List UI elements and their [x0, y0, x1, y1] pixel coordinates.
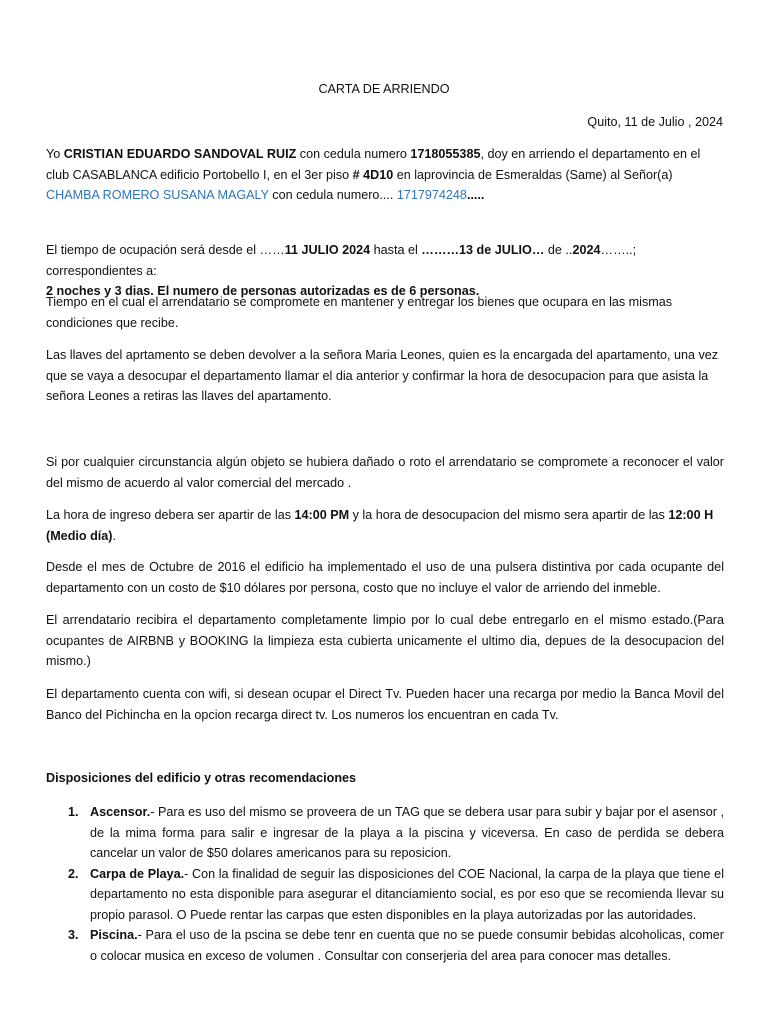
- list-item: [46, 925, 724, 966]
- tenant-cedula: 1717974248: [396, 188, 467, 202]
- schedule-text-2: y la hora de desocupacion del mismo sera apartir de las: [349, 508, 669, 522]
- list-item: [46, 802, 724, 864]
- checkin-time: 14:00 PM: [294, 508, 350, 522]
- intro-text-2: , doy en arriendo el departamento en el club CASABLANCA edificio Portobello I, en el 3er piso: [46, 147, 701, 182]
- apartment-number: # 4D10: [352, 167, 394, 182]
- intro-dots: .....: [466, 188, 485, 202]
- list-item-number: 1.: [68, 805, 79, 819]
- occupancy-text-4: ……..; correspondientes a:: [46, 243, 637, 278]
- list-item-label: Piscina.: [90, 928, 138, 942]
- paragraph-danos: Si por cualquier circunstancia algún objeto se hubiera dañado o roto el arrendatario se compromete a reconocer el valor del mismo de acuerdo al valor comercial del mercado .: [46, 455, 724, 490]
- intro-paragraph: [46, 144, 724, 206]
- document-title: CARTA DE ARRIENDO: [318, 82, 450, 96]
- intro-text-3: en laprovincia de Esmeraldas (Same) al Señor(a): [393, 167, 673, 182]
- list-item-label: Carpa de Playa.: [90, 866, 185, 881]
- paragraph-limpieza: El arrendatario recibira el departamento completamente limpio por lo cual debe entregarlo en el mismo estado.(Para ocupantes de AIRBNB y BOOKING la limpieza esta cubierta unicamente el ultimo dia, depues de la desocupacion del mismo.): [46, 613, 724, 668]
- owner-cedula: 1718055385: [410, 147, 481, 161]
- paragraph-pulsera: Desde el mes de Octubre de 2016 el edificio ha implementado el uso de una pulsera distintiva por cada ocupante del departamento con un costo de $10 dólares por persona, costo que no incluye el valor de arriendo del inmeble.: [46, 560, 724, 595]
- intro-yo: Yo: [46, 147, 64, 161]
- schedule-text-1: La hora de ingreso debera ser apartir de las: [46, 508, 295, 522]
- list-item-text: - Para el uso de la pscina se debe tenr en cuenta que no se puede consumir bebidas alcoholicas, comer o colocar musica en exceso de volumen . Consultar con conserjeria del area para conocer mas detalles.: [90, 928, 724, 963]
- paragraph-wifi: El departamento cuenta con wifi, si desean ocupar el Direct Tv. Pueden hacer una recarga por medio la Banca Movil del Banco del Pichincha en la opcion recarga direct tv. Los numeros los encuentran en cada Tv.: [46, 687, 724, 722]
- paragraph-llaves: Las llaves del aprtamento se deben devolver a la señora Maria Leones, quien es la encargada del apartamento, una vez que se vaya a desocupar el departamento llamar el dia anterior y confirmar la hora de desocupacion para que asista la señora Leones a retiras las llaves del apartamento.: [46, 348, 719, 403]
- disposiciones-list: [46, 802, 724, 966]
- list-item-label: Ascensor.: [90, 805, 151, 819]
- intro-text-1: con cedula numero: [296, 147, 411, 161]
- list-item-text: - Con la finalidad de seguir las disposiciones del COE Nacional, la carpa de la playa que tiene el departamento no esta disponible para asegurar el ditanciamiento social, es por eso que se recomienda llevar su propio parasol. O Puede rentar las carpas que esten disponibles en la playa autorizadas por las autoridades.: [90, 866, 724, 922]
- paragraph-tiempo: Tiempo en el cual el arrendatario se compromete en mantener y entregar los bienes que ocupara en las mismas condiciones que recibe.: [46, 295, 673, 330]
- list-item-number: 3.: [68, 928, 79, 942]
- occupancy-text-3: de ..: [544, 243, 573, 257]
- list-item-number: 2.: [68, 866, 79, 881]
- occupancy-start: 11 JULIO 2024: [284, 243, 371, 257]
- occupancy-text-2: hasta el: [370, 243, 422, 257]
- intro-text-4: con cedula numero....: [268, 188, 397, 202]
- list-item-text: - Para es uso del mismo se proveera de un TAG que se debera usar para subir y bajar por el asensor , de la mima forma para salir e ingresar de la playa a la piscina y viceversa. En caso de perdida se debera cancelar un valor de $50 dolares americanos para su reposicion.: [90, 805, 724, 860]
- occupancy-detail: 2 noches y 3 dias. El numero de personas autorizadas es de 6 personas.: [46, 284, 480, 298]
- list-item: [46, 864, 724, 926]
- occupancy-year: 2024: [572, 243, 601, 257]
- owner-name: CRISTIAN EDUARDO SANDOVAL RUIZ: [63, 147, 297, 161]
- occupancy-text-1: El tiempo de ocupación será desde el ……: [46, 243, 285, 257]
- schedule-paragraph: [46, 505, 724, 546]
- checkout-time: 12:00 H (Medio día): [46, 508, 714, 543]
- tenant-name: CHAMBA ROMERO SUSANA MAGALY: [46, 188, 269, 202]
- disposiciones-heading: [46, 768, 724, 789]
- schedule-text-3: .: [112, 528, 116, 543]
- disposiciones-title: Disposiciones del edificio y otras recomendaciones: [46, 771, 357, 785]
- letter-date: Quito, 11 de Julio , 2024: [587, 115, 723, 129]
- occupancy-end: ………13 de JULIO…: [421, 243, 545, 257]
